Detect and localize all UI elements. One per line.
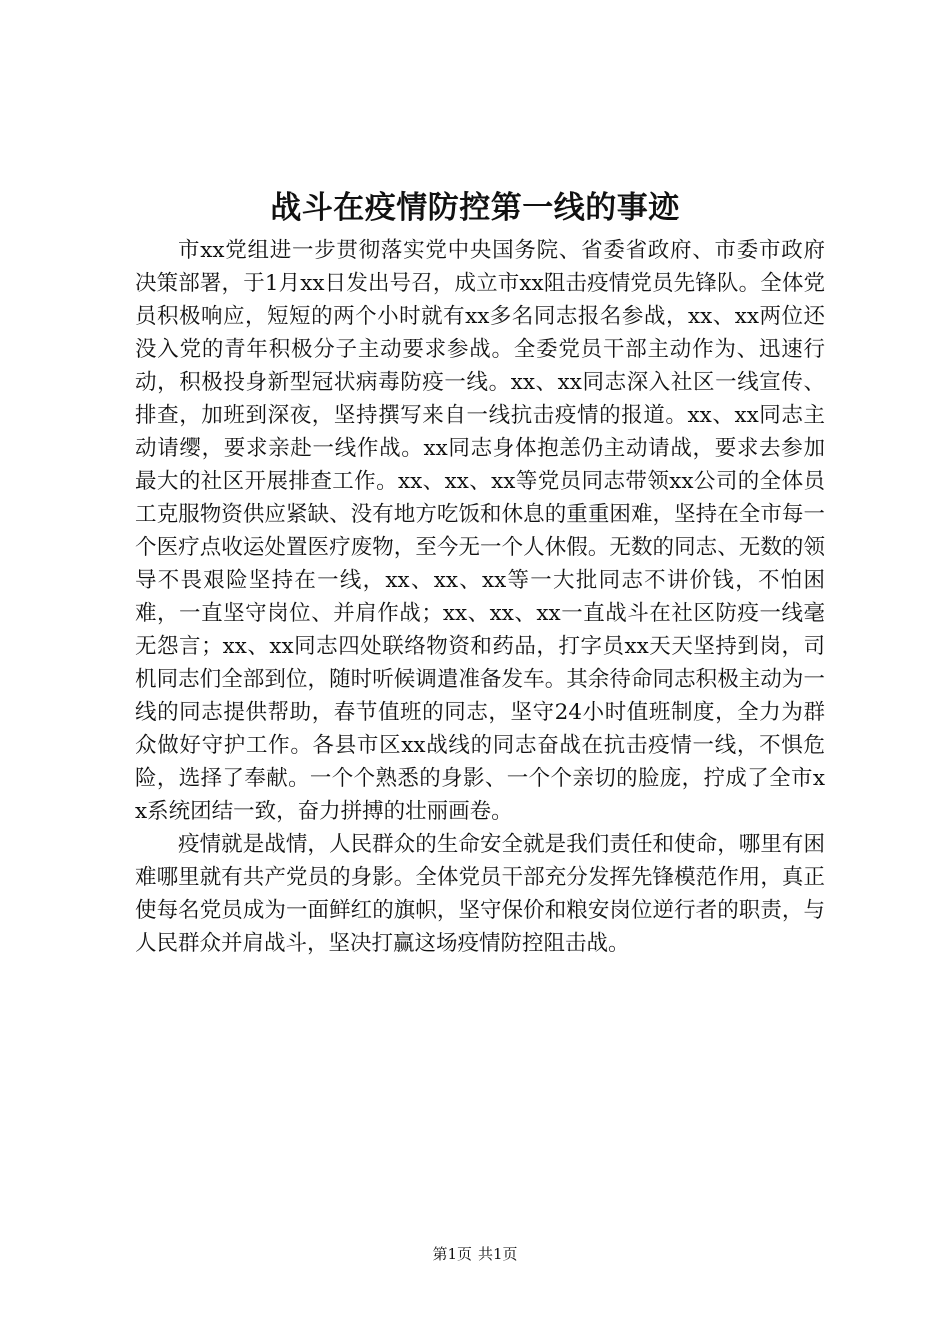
document-title: 战斗在疫情防控第一线的事迹 — [270, 190, 680, 226]
document-body — [135, 234, 825, 960]
page-number: 第1页 — [432, 1245, 472, 1263]
page-total: 共1页 — [478, 1245, 518, 1263]
paragraph: 市xx党组进一步贯彻落实党中央国务院、省委省政府、市委市政府决策部署，于1月xx日发出号召，成立市xx阻击疫情党员先锋队。全体党员积极响应，短短的两个小时就有xx多名同志报名参战，xx、xx两位还没入党的青年积极分子主动要求参战。全委党员干部主动作为、迅速行动，积极投身新型冠状病毒防疫一线。xx、xx同志深入社区一线宣传、排查，加班到深夜，坚持撰写来自一线抗击疫情的报道。xx、xx同志主动请缨，要求亲赴一线作战。xx同志身体抱恙仍主动请战，要求去参加最大的社区开展排查工作。xx、xx、xx等党员同志带领xx公司的全体员工克服物资供应紧缺、没有地方吃饭和休息的重重困难，坚持在全市每一个医疗点收运处置医疗废物，至今无一个人休假。无数的同志、无数的领导不畏艰险坚持在一线，xx、xx、xx等一大批同志不讲价钱，不怕困难，一直坚守岗位、并肩作战；xx、xx、xx一直战斗在社区防疫一线毫无怨言；xx、xx同志四处联络物资和药品，打字员xx天天坚持到岗，司机同志们全部到位，随时听候调遣准备发车。其余待命同志积极主动为一线的同志提供帮助，春节值班的同志，坚守24小时值班制度，全力为群众做好守护工作。各县市区xx战线的同志奋战在抗击疫情一线，不惧危险，选择了奉献。一个个熟悉的身影、一个个亲切的脸庞，拧成了全市xx系统团结一致，奋力拼搏的壮丽画卷。 — [135, 238, 825, 824]
page-footer — [0, 1244, 950, 1264]
paragraph: 疫情就是战情，人民群众的生命安全就是我们责任和使命，哪里有困难哪里就有共产党员的身影。全体党员干部充分发挥先锋模范作用，真正使每名党员成为一面鲜红的旗帜，坚守保价和粮安岗位逆行者的职责，与人民群众并肩战斗，坚决打赢这场疫情防控阻击战。 — [135, 832, 825, 956]
